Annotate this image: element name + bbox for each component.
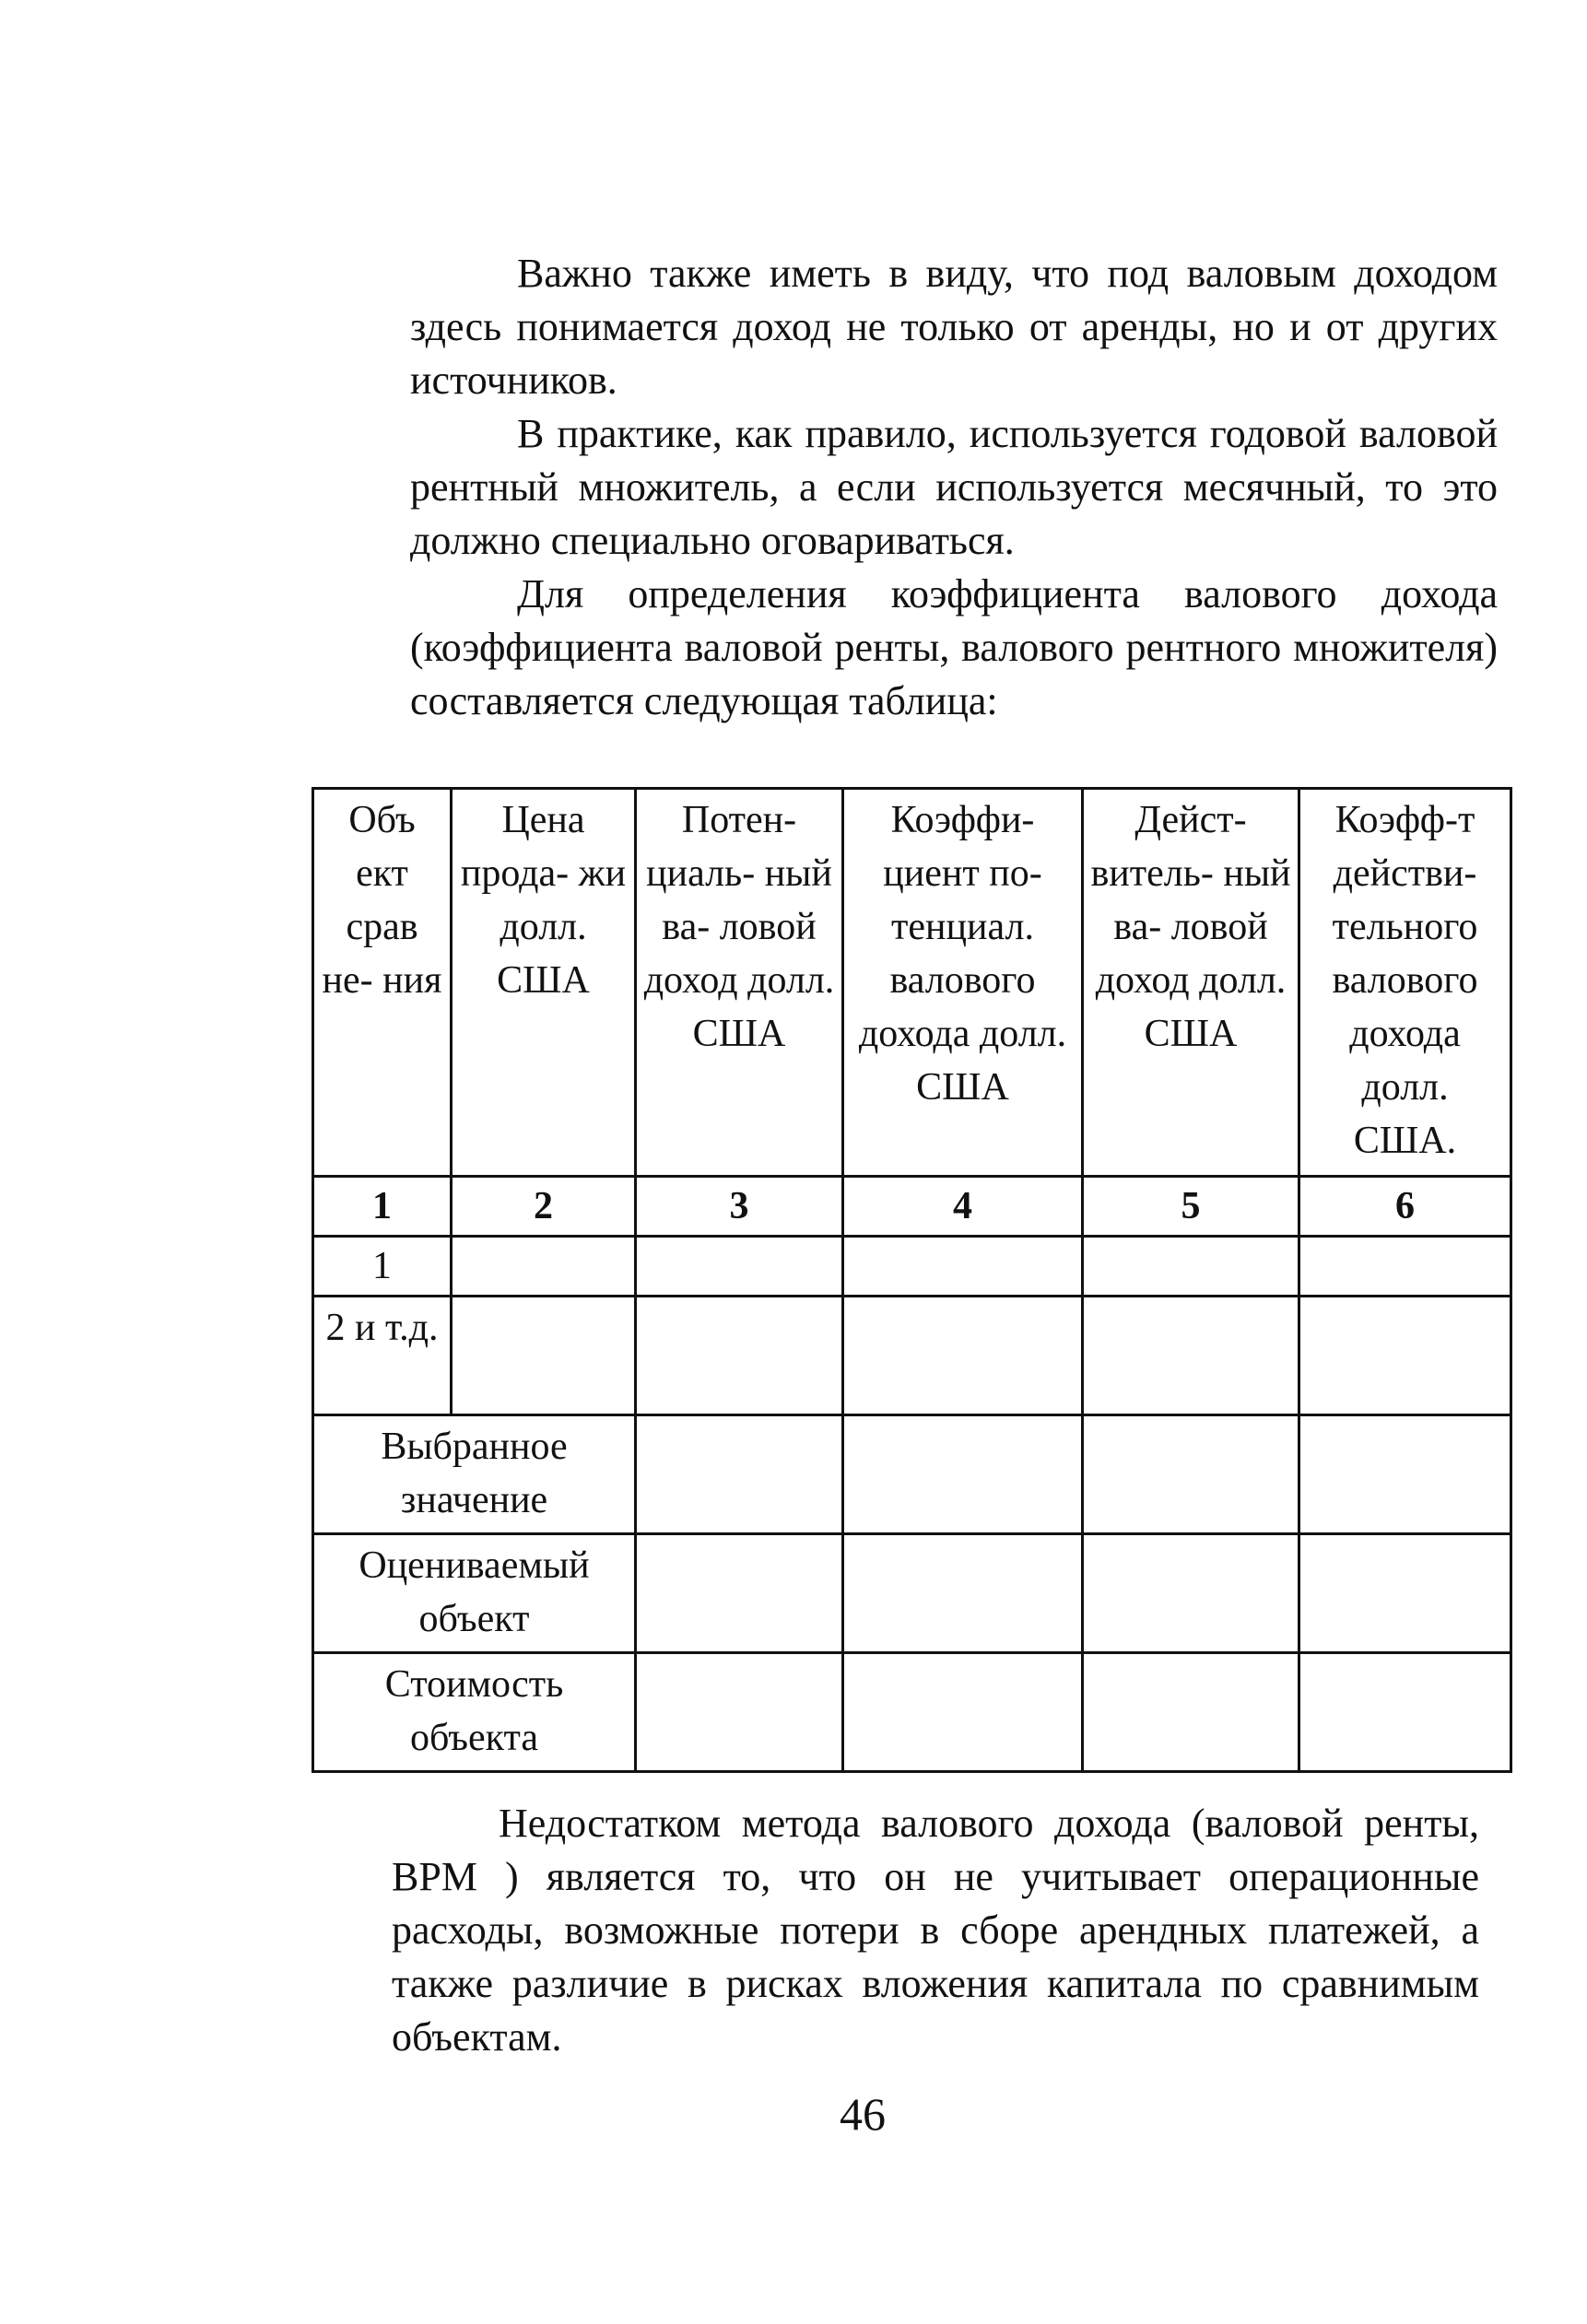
comparison-table (312, 787, 1512, 1773)
table-cell (452, 1237, 636, 1297)
table-row (313, 1297, 1511, 1415)
paragraph-annual-multiplier: В практике, как правило, используется годовой валовой рентный множитель, а если используется месячный, то это должно специально оговариваться. (410, 411, 1498, 563)
summary-row-selected-value (313, 1415, 1511, 1534)
table-cell (843, 1534, 1083, 1653)
table-row (313, 1237, 1511, 1297)
table-cell (452, 1297, 636, 1415)
column-number: 6 (1299, 1177, 1511, 1237)
table-cell (1083, 1297, 1299, 1415)
summary-row-object-value (313, 1653, 1511, 1772)
table-cell (1083, 1415, 1299, 1534)
table-cell (1083, 1237, 1299, 1297)
paragraph-table-intro: Для определения коэффициента валового дохода (коэффициента валовой ренты, валового рентного множителя) составляется следующая таблица: (410, 571, 1498, 723)
table-cell (636, 1415, 843, 1534)
table-cell (1083, 1653, 1299, 1772)
header-actual-income-coefficient: Коэфф-т действи- тельного валового дохода долл. США. (1299, 789, 1511, 1177)
table-cell (1299, 1653, 1511, 1772)
table-cell (636, 1237, 843, 1297)
summary-label: Стоимость объекта (313, 1653, 636, 1772)
row-label: 2 и т.д. (313, 1297, 452, 1415)
table-header-row (313, 789, 1511, 1177)
summary-label: Выбранное значение (313, 1415, 636, 1534)
paragraph-method-drawback: Недостатком метода валового дохода (валовой ренты, ВРМ ) является то, что он не учитывает операционные расходы, возможные потери в сборе арендных платежей, а также различие в рисках вложения капитала по сравнимым объектам. (392, 1801, 1479, 2060)
column-number: 5 (1083, 1177, 1299, 1237)
page-number: 46 (840, 2088, 886, 2140)
table-cell (1083, 1534, 1299, 1653)
table-cell (636, 1297, 843, 1415)
paragraph-gross-income-note: Важно также иметь в виду, что под валовым доходом здесь понимается доход не только от аренды, но и от других источников. (410, 251, 1498, 403)
column-number-row (313, 1177, 1511, 1237)
header-potential-income-coefficient: Коэффи- циент по- тенциал. валового дохода долл. США (843, 789, 1083, 1177)
summary-label: Оцениваемый объект (313, 1534, 636, 1653)
table-cell (1299, 1534, 1511, 1653)
table-cell (1299, 1237, 1511, 1297)
table-cell (1299, 1297, 1511, 1415)
column-number: 2 (452, 1177, 636, 1237)
column-number: 1 (313, 1177, 452, 1237)
table-cell (636, 1534, 843, 1653)
header-object: Объ ект срав не- ния (313, 789, 452, 1177)
table-cell (1299, 1415, 1511, 1534)
gross-income-table (312, 787, 1510, 1773)
table-cell (843, 1415, 1083, 1534)
table-cell (843, 1653, 1083, 1772)
row-label: 1 (313, 1237, 452, 1297)
column-number: 4 (843, 1177, 1083, 1237)
column-number: 3 (636, 1177, 843, 1237)
header-sale-price: Цена прода- жи долл. США (452, 789, 636, 1177)
summary-row-appraised-object (313, 1534, 1511, 1653)
header-actual-gross-income: Дейст- витель- ный ва- ловой доход долл. США (1083, 789, 1299, 1177)
table-cell (843, 1237, 1083, 1297)
header-potential-gross-income: Потен- циаль- ный ва- ловой доход долл. США (636, 789, 843, 1177)
table-cell (843, 1297, 1083, 1415)
table-cell (636, 1653, 843, 1772)
